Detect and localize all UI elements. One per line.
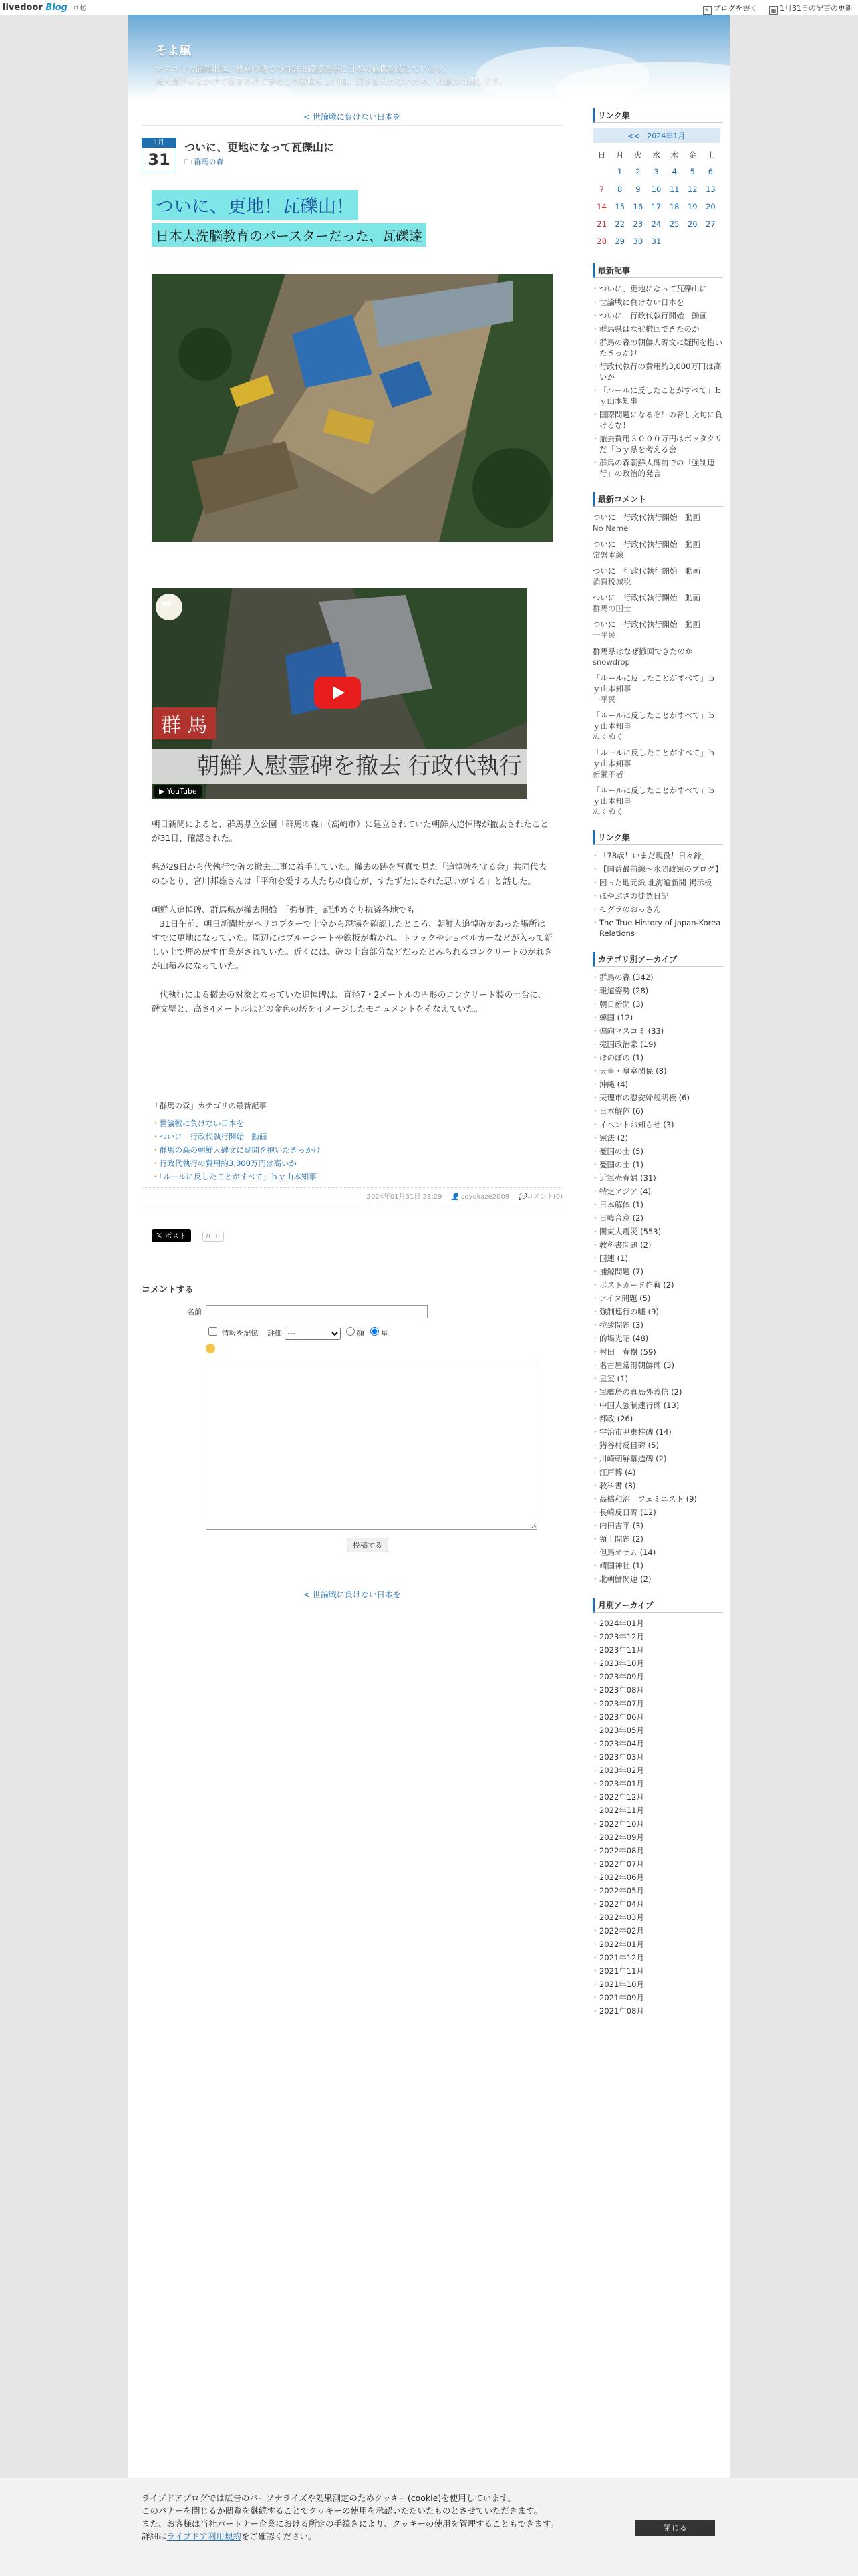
- category-archive-link[interactable]: ・ 韓国 (12): [593, 1012, 723, 1023]
- calendar-day[interactable]: 11: [669, 185, 680, 194]
- youtube-embed[interactable]: [152, 588, 527, 799]
- category-archive-link[interactable]: ・ 日本解体 (6): [593, 1106, 723, 1117]
- calendar-day[interactable]: 13: [706, 185, 716, 194]
- monthly-archive: [593, 1598, 723, 2016]
- calendar-day: [593, 163, 611, 181]
- comment-author: 一平民: [593, 695, 616, 704]
- category-recent-link[interactable]: 群馬の森の朝鮮人碑文に疑問を抱いたきっかけ: [159, 1145, 321, 1155]
- category-archive-link[interactable]: ・ 領土問題 (2): [593, 1534, 723, 1544]
- livedoor-logo[interactable]: [3, 2, 86, 13]
- recent-article-link[interactable]: ・ ついに 行政代執行開始 動画: [593, 310, 723, 321]
- article-category[interactable]: [184, 156, 224, 169]
- calendar-day[interactable]: 24: [651, 219, 662, 229]
- category-recent-link[interactable]: ついに 行政代執行開始 動画: [159, 1132, 267, 1141]
- calendar-day[interactable]: 20: [706, 202, 716, 211]
- month-archive-link[interactable]: ・ 2023年06月: [593, 1712, 723, 1722]
- calendar: [593, 128, 720, 250]
- month-archive-link[interactable]: ・ 2022年12月: [593, 1792, 723, 1802]
- article-header: [142, 138, 563, 175]
- folder-icon: 🗀: [184, 158, 192, 166]
- category-recent-link[interactable]: 「ルールに反したことがすべて」ｂｙ山本知事: [159, 1172, 317, 1181]
- category-archive-link[interactable]: ・ 日韓合意 (2): [593, 1213, 723, 1223]
- comment-author: ぬくぬく: [593, 732, 623, 741]
- category-archive-link[interactable]: ・ 近軍売春婦 (31): [593, 1173, 723, 1183]
- external-link[interactable]: ・ 「78歳！いまだ現役！日々録」: [593, 850, 723, 861]
- weekday-label: 水: [652, 150, 660, 160]
- category-archive-link[interactable]: ・ 的場光昭 (48): [593, 1333, 723, 1344]
- category-archive-link[interactable]: ・ 拉致問題 (3): [593, 1320, 723, 1330]
- month-archive-link[interactable]: ・ 2023年10月: [593, 1658, 723, 1669]
- category-archive-link[interactable]: ・ 関東大震災 (553): [593, 1226, 723, 1237]
- comment-author: 一平民: [593, 630, 616, 640]
- sidebar: [593, 108, 723, 2030]
- recent-article-link[interactable]: ・ 国際問題になるぞ！の脅し文句に負けるな！: [593, 409, 723, 431]
- emoji-icon[interactable]: [206, 1344, 215, 1353]
- month-archive-link[interactable]: ・ 2023年01月: [593, 1778, 723, 1789]
- calendar-day[interactable]: 9: [635, 185, 641, 194]
- calendar-day[interactable]: 16: [633, 202, 644, 211]
- external-link[interactable]: ・ 【国益最前線～水間政憲のブログ】: [593, 864, 723, 874]
- month-archive-link[interactable]: ・ 2022年04月: [593, 1899, 723, 1909]
- month-archive-link[interactable]: ・ 2021年08月: [593, 2006, 723, 2016]
- month-archive-link[interactable]: ・ 2023年08月: [593, 1685, 723, 1695]
- aerial-photo: [152, 274, 553, 542]
- recent-comment: [593, 673, 723, 705]
- calendar-day[interactable]: 23: [633, 219, 644, 229]
- comment-icon: 💬: [518, 1193, 527, 1201]
- calendar-day[interactable]: 7: [599, 185, 605, 194]
- article-title[interactable]: ついに、更地になって瓦礫山に: [184, 141, 335, 154]
- recent-comment: [593, 785, 723, 817]
- month-archive-link[interactable]: ・ 2022年10月: [593, 1819, 723, 1829]
- prev-article-link[interactable]: < 世論戦に負けない日本を: [303, 1590, 401, 1599]
- comments-title: 最新コメント: [593, 492, 723, 507]
- video-caption: 朝鮮人慰霊碑を撤去 行政代執行: [152, 749, 527, 784]
- comment-article-link[interactable]: ついに 行政代執行開始 動画: [593, 513, 700, 522]
- weekday-label: 金: [688, 150, 697, 160]
- main-column: [142, 108, 563, 1599]
- recent-article-link[interactable]: ・ 群馬の森の朝鮮人碑文に疑問を抱いたきっかけ: [593, 337, 723, 358]
- category-archive-link[interactable]: ・ 皇室 (1): [593, 1373, 723, 1384]
- category-archive-link[interactable]: ・ 報道姿勢 (28): [593, 985, 723, 996]
- category-archive-link[interactable]: ・ 特定アジア (4): [593, 1186, 723, 1197]
- calendar-day[interactable]: 4: [672, 167, 677, 177]
- calendar-day: [684, 233, 702, 250]
- month-archive-link[interactable]: ・ 2021年09月: [593, 1992, 723, 2003]
- weekday-label: 土: [706, 150, 715, 160]
- comment-author: 群馬の国士: [593, 604, 631, 613]
- weekday-label: 火: [634, 150, 642, 160]
- external-link[interactable]: ・ The True History of Japan-Korea Relations: [593, 917, 723, 939]
- calendar-header[interactable]: << 2024年1月: [593, 128, 720, 143]
- recent-article-link[interactable]: ・ 「ルールに反したことがすべて」ｂｙ山本知事: [593, 385, 723, 406]
- comment-article-link[interactable]: ついに 行政代執行開始 動画: [593, 540, 700, 549]
- month-archive-link[interactable]: ・ 2023年12月: [593, 1631, 723, 1642]
- post-x-button[interactable]: 𝕏 ポスト: [152, 1229, 191, 1242]
- recent-article-link[interactable]: ・ 世論戦に負けない日本を: [593, 297, 723, 308]
- category-archive-link[interactable]: ・ 村田 春樹 (59): [593, 1346, 723, 1357]
- recent-comment: [593, 646, 723, 667]
- remember-checkbox[interactable]: [208, 1327, 217, 1336]
- bookmark-icon: B!: [206, 1233, 214, 1240]
- month-archive-link[interactable]: ・ 2022年02月: [593, 1925, 723, 1936]
- article-body: [152, 817, 553, 1030]
- youtube-watch-badge[interactable]: ▶ YouTube: [154, 785, 202, 798]
- comment-article-link[interactable]: 「ルールに反したことがすべて」ｂｙ山本知事: [593, 711, 716, 731]
- category-archive-link[interactable]: ・ 朝日新聞 (3): [593, 999, 723, 1010]
- calendar-day[interactable]: 12: [687, 185, 698, 194]
- recent-article-link[interactable]: ・ 撤去費用３０００万円はボッタクリだ「ｂｙ県を考える会: [593, 433, 723, 455]
- comment-article-link[interactable]: 群馬県はなぜ撤回できたのか: [593, 647, 693, 656]
- month-archive-link[interactable]: ・ 2021年12月: [593, 1952, 723, 1963]
- prev-article-nav: [142, 108, 563, 126]
- month-archive-link[interactable]: ・ 2023年05月: [593, 1725, 723, 1736]
- prev-article-nav-bottom: [142, 1586, 563, 1603]
- category-archive-link[interactable]: ・ 強制連行の嘘 (9): [593, 1306, 723, 1317]
- comment-author: 常磐本線: [593, 550, 623, 560]
- paragraph: 朝日新聞によると、群馬県立公園「群馬の森」（高崎市）に建立されていた朝鮮人追悼碑が撤去されたことが31日、確認された。: [152, 819, 549, 843]
- category-archive-link[interactable]: ・ 憂国の士 (5): [593, 1146, 723, 1157]
- category-recent-heading: 「群馬の森」カテゴリの最新記事: [152, 1101, 267, 1110]
- recent-comments: [593, 492, 723, 817]
- category-recent-link[interactable]: 世論戦に負けない日本を: [159, 1119, 244, 1128]
- calendar-day[interactable]: 19: [687, 202, 698, 211]
- comments-link[interactable]: 💬コメント(0): [518, 1193, 563, 1201]
- weekday-label: 日: [597, 150, 606, 160]
- month-archive-link[interactable]: ・ 2022年08月: [593, 1845, 723, 1856]
- calendar-day[interactable]: 25: [669, 219, 680, 229]
- category-link[interactable]: 群馬の森: [194, 158, 224, 166]
- comment-article-link[interactable]: 「ルールに反したことがすべて」ｂｙ山本知事: [593, 748, 716, 768]
- submit-button[interactable]: 投稿する: [347, 1538, 388, 1552]
- date-update-link[interactable]: ▦ 1月31日の記事の更新: [769, 4, 853, 13]
- quoted-headline: 朝鮮人追悼碑、群馬県が撤去開始 「強制性」記述めぐり抗議各地でも: [152, 905, 415, 915]
- category-archive-link[interactable]: ・ 北朝鮮関連 (2): [593, 1574, 723, 1585]
- month-archive-link[interactable]: ・ 2023年03月: [593, 1752, 723, 1762]
- share-icon[interactable]: ➦: [162, 595, 173, 611]
- author[interactable]: 👤 soyokaze2009: [450, 1193, 510, 1201]
- name-label: 名前: [187, 1308, 202, 1316]
- recent-article-link[interactable]: ・ 行政代執行の費用約3,000万円は高いか: [593, 361, 723, 382]
- write-blog-link[interactable]: ✎ ブログを書く: [703, 4, 758, 13]
- recent-comment: [593, 619, 723, 640]
- category-archive-link[interactable]: ・ 偏向マスコミ (33): [593, 1026, 723, 1036]
- category-archive-link[interactable]: ・ 国連 (1): [593, 1253, 723, 1264]
- links2-title: リンク集: [593, 830, 723, 845]
- recent-comment: [593, 566, 723, 587]
- month-archive-link[interactable]: ・ 2021年10月: [593, 1979, 723, 1990]
- calendar-day[interactable]: 14: [597, 202, 607, 211]
- category-archive-link[interactable]: ・ ほのぼの (1): [593, 1052, 723, 1063]
- category-archive: [593, 952, 723, 1585]
- pencil-icon: ✎: [703, 6, 712, 15]
- paragraph: [152, 903, 553, 973]
- posted-at[interactable]: 2024年01月31日 23:29: [366, 1193, 442, 1201]
- recent-article-link[interactable]: ・ 群馬県はなぜ撤回できたのか: [593, 324, 723, 334]
- category-archive-link[interactable]: ・ 天皇・皇室関係 (8): [593, 1066, 723, 1076]
- recent-articles: [593, 263, 723, 479]
- month-archive-link[interactable]: ・ 2023年09月: [593, 1671, 723, 1682]
- user-icon: 👤: [450, 1193, 460, 1201]
- comment-heading: コメントする: [142, 1285, 194, 1295]
- month-archive-link[interactable]: ・ 2022年07月: [593, 1859, 723, 1869]
- comment-author: snowdrop: [593, 657, 630, 667]
- calendar-day[interactable]: 17: [651, 202, 662, 211]
- external-link[interactable]: ・ 困った地元紙 北海道新聞 掲示板: [593, 877, 723, 888]
- recent-comment: [593, 710, 723, 742]
- cookie-close-button[interactable]: 閉じる: [635, 2520, 715, 2536]
- logo-sub: ロ起: [72, 5, 86, 12]
- category-archive-link[interactable]: ・ 但馬オサム (14): [593, 1547, 723, 1558]
- calendar-day: [666, 233, 684, 250]
- recent-comment: [593, 747, 723, 780]
- month-archive-link[interactable]: ・ 2022年03月: [593, 1912, 723, 1923]
- comment-textarea[interactable]: [206, 1359, 537, 1530]
- face-label: 顔: [357, 1329, 364, 1338]
- category-archive-link[interactable]: ・ 川崎朝鮮幕造碑 (2): [593, 1453, 723, 1464]
- category-archive-link[interactable]: ・ 軍艦島の真島外義信 (2): [593, 1387, 723, 1397]
- date-month: 1月: [142, 138, 176, 148]
- months-title: 月別アーカイブ: [593, 1598, 723, 1613]
- blog-page: [128, 15, 730, 2575]
- article-footer: [142, 1187, 563, 1207]
- cookie-banner: [0, 2478, 858, 2576]
- star-radio[interactable]: [370, 1327, 379, 1336]
- calendar-day[interactable]: 1: [617, 167, 623, 177]
- recent-article-link[interactable]: ・ ついに、更地になって瓦礫山に: [593, 283, 723, 294]
- links-title: リンク集: [593, 108, 723, 123]
- month-archive-link[interactable]: ・ 2023年07月: [593, 1698, 723, 1709]
- category-archive-link[interactable]: ・ 天理市の慰安婦説明板 (6): [593, 1092, 723, 1103]
- face-radio[interactable]: [346, 1327, 355, 1336]
- month-archive-link[interactable]: ・ 2023年11月: [593, 1645, 723, 1655]
- paragraph: 代執行による撤去の対象となっていた追悼碑は、直径7・2メートルの円形のコンクリート製の土台に、碑文壁と、高さ4メートルほどの金色の塔をイメージしたモニュメントをそなえていた。: [152, 989, 547, 1014]
- play-button-icon[interactable]: [314, 677, 361, 709]
- external-link[interactable]: ・ モグラのおっさん: [593, 904, 723, 915]
- category-archive-link[interactable]: ・ ポストカード作戦 (2): [593, 1280, 723, 1290]
- comment-article-link[interactable]: 「ルールに反したことがすべて」ｂｙ山本知事: [593, 786, 716, 806]
- logo-main: livedoor: [3, 3, 43, 13]
- month-archive-link[interactable]: ・ 2022年05月: [593, 1885, 723, 1896]
- calendar-day[interactable]: 10: [651, 185, 662, 194]
- category-archive-link[interactable]: ・ 捕鯨問題 (7): [593, 1266, 723, 1277]
- category-archive-link[interactable]: ・ 中国人強制連行碑 (13): [593, 1400, 723, 1411]
- recent-comment: [593, 539, 723, 560]
- category-archive-link[interactable]: ・ 憲法 (2): [593, 1133, 723, 1143]
- calendar-day[interactable]: 18: [669, 202, 680, 211]
- calendar-icon: ▦: [769, 6, 778, 15]
- calendar-day[interactable]: 22: [615, 219, 625, 229]
- calendar-day[interactable]: 21: [597, 219, 607, 229]
- hatena-bookmark-button[interactable]: B! 0: [202, 1232, 224, 1242]
- calendar-day[interactable]: 28: [597, 237, 607, 246]
- calendar-day[interactable]: 5: [690, 167, 695, 177]
- category-recent: [152, 1100, 553, 1183]
- prev-article-link[interactable]: < 世論戦に負けない日本を: [303, 112, 401, 122]
- calendar-day[interactable]: 29: [615, 237, 625, 246]
- month-archive-link[interactable]: ・ 2022年06月: [593, 1872, 723, 1883]
- category-archive-link[interactable]: ・ 靖国神社 (1): [593, 1560, 723, 1571]
- category-archive-link[interactable]: ・ 都政 (26): [593, 1413, 723, 1424]
- external-link[interactable]: ・ ほやぶさの徒然日記: [593, 891, 723, 901]
- month-archive-link[interactable]: ・ 2022年01月: [593, 1939, 723, 1950]
- weekday-label: 木: [670, 150, 678, 160]
- category-archive-link[interactable]: ・ 猪谷村反目碑 (5): [593, 1440, 723, 1451]
- terms-link[interactable]: ライブドア利用規約: [166, 2531, 241, 2541]
- calendar-day[interactable]: 2: [635, 167, 641, 177]
- month-archive-link[interactable]: ・ 2021年11月: [593, 1966, 723, 1976]
- month-archive-link[interactable]: ・ 2022年09月: [593, 1832, 723, 1843]
- recent-article-link[interactable]: ・ 群馬の森朝鮮人碑前での「強制連行」の政治的発言: [593, 457, 723, 479]
- star-label: 星: [380, 1329, 388, 1338]
- calendar-day[interactable]: 15: [615, 202, 625, 211]
- category-archive-link[interactable]: ・ 高橋和治 フェミニスト (9): [593, 1494, 723, 1504]
- links-box: [593, 830, 723, 939]
- category-archive-link[interactable]: ・ アイヌ問題 (5): [593, 1293, 723, 1304]
- category-archive-link[interactable]: ・ 教科書問題 (2): [593, 1240, 723, 1250]
- calendar-box: [593, 108, 723, 250]
- rating-label: 評価: [267, 1329, 282, 1338]
- recent-comment: [593, 512, 723, 534]
- video-tag: 群 馬: [153, 707, 216, 739]
- comment-author: No Name: [593, 523, 629, 533]
- livedoor-topbar: [0, 0, 858, 15]
- month-archive-link[interactable]: ・ 2023年02月: [593, 1765, 723, 1776]
- date-badge: [142, 138, 176, 172]
- category-archive-link[interactable]: ・ 売国政治家 (19): [593, 1039, 723, 1050]
- category-archive-link[interactable]: ・ 沖縄 (4): [593, 1079, 723, 1090]
- remember-label: 情報を記憶: [221, 1329, 259, 1338]
- category-archive-link[interactable]: ・ 日本解体 (1): [593, 1199, 723, 1210]
- comment-article-link[interactable]: ついに 行政代執行開始 動画: [593, 566, 700, 576]
- category-archive-link[interactable]: ・ 宇治市尹東柱碑 (14): [593, 1427, 723, 1437]
- comment-author: 消費税減税: [593, 577, 631, 586]
- cookie-text: ライブドアブログでは広告のパーソナライズや効果測定のためクッキー(cookie)を使用しています。 このバナーを閉じるか閲覧を継続することでクッキーの使用を承認いただいたものとさせていただきます。 また、お客様は当社パートナー企業における所定の手続きにより、クッキーの使用を管理することもできます。 詳細はライブドア利用規約をご確認ください。: [142, 2493, 559, 2541]
- comment-article-link[interactable]: ついに 行政代執行開始 動画: [593, 620, 700, 629]
- category-archive-link[interactable]: ・ 群馬の森 (342): [593, 972, 723, 983]
- quoted-body: 31日午前、朝日新聞社がヘリコプターで上空から現場を確認したところ、朝鮮人追悼碑があった場所はすでに更地になっていた。周辺にはブルーシートや鉄板が敷かれ、トラックやショベルカーなどが入って新しい土で埋め戻す作業がされていた。近くには、碑の土台部分などだったとみられるコンクリートのがれきが山積みになっていた。: [152, 919, 553, 971]
- date-day: 31: [148, 150, 170, 169]
- calendar-day[interactable]: 8: [617, 185, 623, 194]
- comment-author: ぬくぬく: [593, 807, 623, 816]
- calendar-day[interactable]: 3: [654, 167, 659, 177]
- calendar-day[interactable]: 31: [651, 237, 662, 246]
- logo-blog: Blog: [45, 3, 67, 13]
- comment-article-link[interactable]: ついに 行政代執行開始 動画: [593, 593, 700, 602]
- blog-description: マスコミの偏向報道、教育の場での自虐史観授業等に日本の危機を感じています。 先人達が命をかけて築きあげてきたこの素晴らしい国、日本を失わないため、私達は行動します。: [155, 64, 507, 86]
- category-archive-link[interactable]: ・ 長崎反日碑 (12): [593, 1507, 723, 1518]
- month-archive-link[interactable]: ・ 2024年01月: [593, 1618, 723, 1629]
- calendar-day[interactable]: 6: [708, 167, 714, 177]
- month-archive-link[interactable]: ・ 2023年04月: [593, 1738, 723, 1749]
- category-archive-link[interactable]: ・ 名古屋常滑朝鮮碑 (3): [593, 1360, 723, 1371]
- cats-title: カテゴリ別アーカイブ: [593, 952, 723, 967]
- category-recent-link[interactable]: 行政代執行の費用約3,000万円は高いか: [159, 1159, 297, 1168]
- calendar-day[interactable]: 30: [633, 237, 644, 246]
- headline-2: 日本人洗脳教育のパースターだった、瓦礫達: [152, 223, 426, 247]
- category-archive-link[interactable]: ・ 江戸博 (4): [593, 1467, 723, 1478]
- month-archive-link[interactable]: ・ 2022年11月: [593, 1805, 723, 1816]
- paragraph: 県が29日から代執行で碑の撤去工事に着手していた。撤去の跡を写真で見た「追悼碑を守る会」共同代表のひとり、宮川邦雄さんは「平和を愛する人たちの良心が、すたずたにされた思いがする」と話した。: [152, 862, 547, 886]
- weekday-label: 月: [615, 150, 624, 160]
- share-buttons: [152, 1229, 224, 1242]
- comment-article-link[interactable]: 「ルールに反したことがすべて」ｂｙ山本知事: [593, 673, 716, 693]
- category-archive-link[interactable]: ・ 教科書 (3): [593, 1480, 723, 1491]
- comment-author: 新獺不者: [593, 770, 623, 779]
- name-input[interactable]: [206, 1305, 428, 1318]
- calendar-day[interactable]: 27: [706, 219, 716, 229]
- calendar-day: [702, 233, 720, 250]
- category-archive-link[interactable]: ・ 憂国の士 (1): [593, 1159, 723, 1170]
- headline-1: ついに、更地！瓦礫山！: [152, 190, 358, 220]
- calendar-day[interactable]: 26: [687, 219, 698, 229]
- category-archive-link[interactable]: ・ 内田吉平 (3): [593, 1520, 723, 1531]
- blog-title[interactable]: そよ風: [155, 44, 191, 58]
- category-archive-link[interactable]: ・ イベントお知らせ (3): [593, 1119, 723, 1130]
- recent-title: 最新記事: [593, 263, 723, 278]
- rating-select[interactable]: [285, 1328, 341, 1340]
- blog-header: [128, 15, 730, 100]
- recent-comment: [593, 592, 723, 614]
